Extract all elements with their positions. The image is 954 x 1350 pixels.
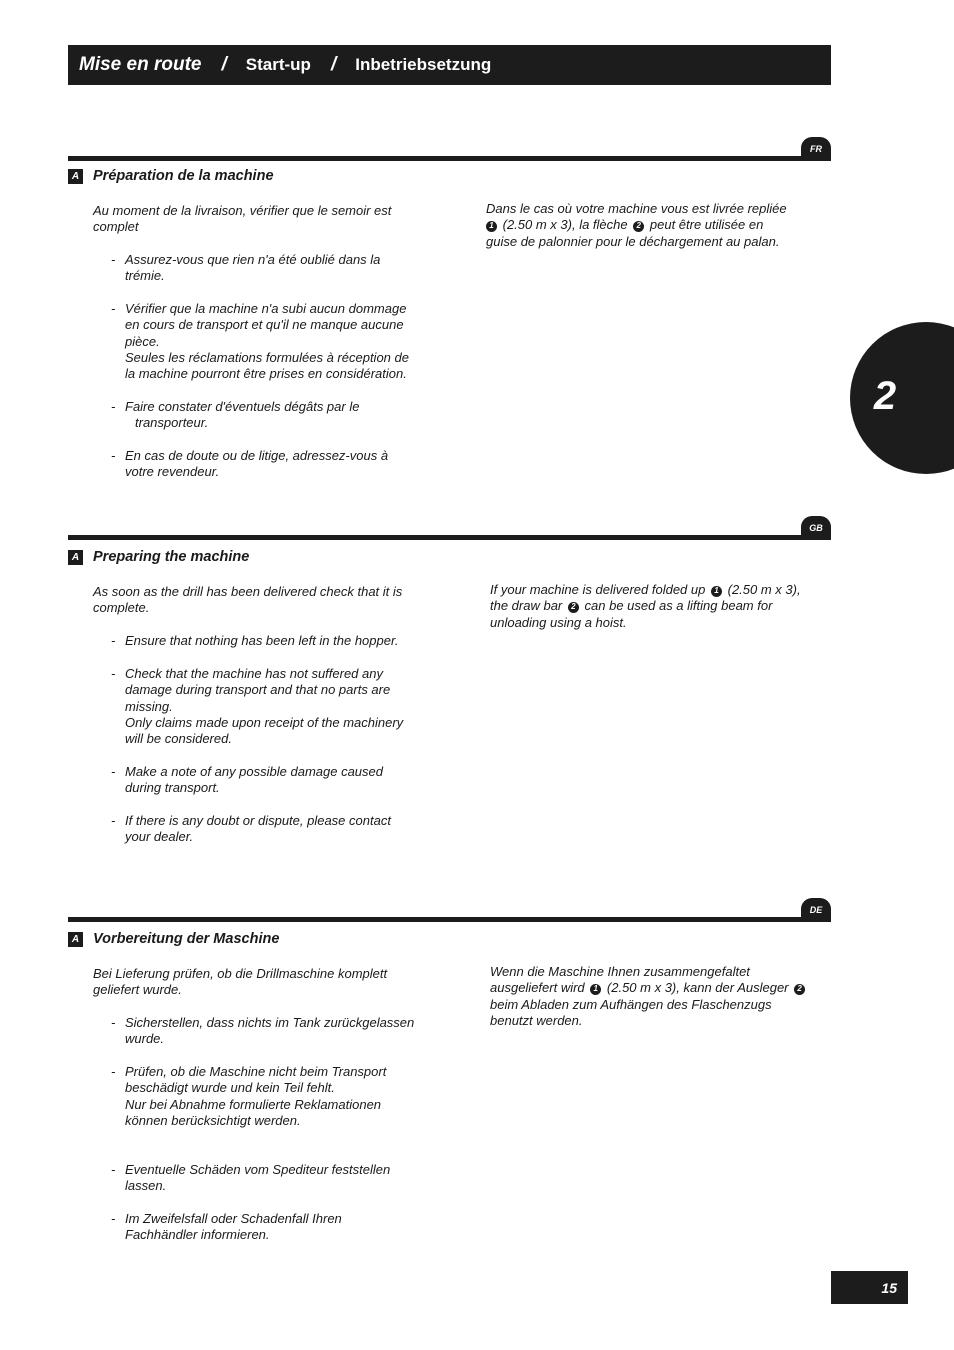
- header-title-en: Start-up: [245, 55, 311, 74]
- page-number: 15: [831, 1271, 908, 1304]
- header-title-fr: Mise en route: [79, 54, 202, 75]
- list-item: - Assurez-vous que rien n'a été oublié dans la trémie.: [111, 252, 421, 285]
- section-rule-fr: [68, 156, 831, 161]
- bullet-line: Faire constater d'éventuels dégâts par le: [125, 399, 360, 414]
- callout-1-icon: 1: [486, 221, 497, 232]
- list-item: - Vérifier que la machine n'a subi aucun dommage en cours de transport et qu'il ne manque aucune pièce. Seules les réclamations formulées à réception de la machine pourront être prises en considération.: [111, 301, 421, 382]
- text-line: 1 (2.50 m x 3), la flèche 2 peut être utilisée en: [486, 217, 826, 233]
- header-bar: [68, 45, 831, 85]
- callout-1-icon: 1: [711, 586, 722, 597]
- list-item: - Prüfen, ob die Maschine nicht beim Transport beschädigt wurde und kein Teil fehlt. Nur bei Abnahme formulierte Reklamationen können berücksichtigt werden.: [111, 1064, 421, 1129]
- bullet-line: Make a note of any possible damage caused: [125, 764, 384, 779]
- section-rule-de: [68, 917, 831, 922]
- bullet-line: during transport.: [125, 780, 220, 796]
- bullet-line: Im Zweifelsfall oder Schadenfall Ihren: [125, 1211, 342, 1226]
- right-text-gb: [490, 582, 830, 631]
- section-marker: A: [68, 169, 83, 184]
- intro-line: complet: [93, 219, 139, 235]
- bullet-line: beschädigt wurde und kein Teil fehlt.: [125, 1080, 335, 1096]
- bullet-line: Assurez-vous que rien n'a été oublié dans la: [125, 252, 381, 267]
- list-item: - Check that the machine has not suffered any damage during transport and that no parts are missing. Only claims made upon receipt of the machinery will be considered.: [111, 666, 421, 747]
- bullet-line: la machine pourront être prises en considération.: [125, 366, 407, 382]
- lang-tab-gb: GB: [801, 516, 831, 538]
- header-title-de: Inbetriebsetzung: [355, 55, 492, 74]
- bullet-line: Seules les réclamations formulées à réception de: [125, 349, 409, 365]
- section-heading-de: [68, 931, 279, 947]
- bullet-line: trémie.: [125, 268, 165, 284]
- section-rule-gb: [68, 535, 831, 540]
- intro-gb: [93, 584, 423, 617]
- chapter-number: 2: [873, 373, 897, 418]
- text-line: guise de palonnier pour le déchargement au palan.: [486, 233, 780, 249]
- callout-2-icon: 2: [794, 984, 805, 995]
- callout-2-icon: 2: [568, 602, 579, 613]
- bullet-line: Vérifier que la machine n'a subi aucun dommage: [125, 301, 407, 316]
- callout-2-icon: 2: [633, 221, 644, 232]
- text-line: Wenn die Maschine Ihnen zusammengefaltet: [490, 964, 750, 979]
- text-line: Dans le cas où votre machine vous est livrée repliée: [486, 201, 787, 216]
- text-line: the draw bar 2 can be used as a lifting beam for: [490, 598, 773, 614]
- section-title-fr: Préparation de la machine: [93, 168, 274, 184]
- lang-tab-fr: FR: [801, 137, 831, 159]
- intro-fr: [93, 203, 423, 236]
- bullet-line: will be considered.: [125, 731, 232, 747]
- bullet-line: Only claims made upon receipt of the machinery: [125, 714, 404, 730]
- bullet-line: votre revendeur.: [125, 464, 220, 480]
- bullet-line: Eventuelle Schäden vom Spediteur feststellen: [125, 1162, 391, 1177]
- bullet-line: Check that the machine has not suffered any: [125, 666, 383, 681]
- bullet-line: missing.: [125, 698, 173, 714]
- list-item: - Ensure that nothing has been left in the hopper.: [111, 633, 421, 649]
- right-text-fr: [486, 201, 826, 250]
- bullet-line: en cours de transport et qu'il ne manque aucune: [125, 317, 404, 333]
- intro-line: geliefert wurde.: [93, 982, 182, 998]
- list-item: - Im Zweifelsfall oder Schadenfall Ihren Fachhändler informieren.: [111, 1211, 421, 1244]
- intro-line: Au moment de la livraison, vérifier que le semoir est: [93, 203, 392, 218]
- section-marker: A: [68, 550, 83, 565]
- lang-tab-de: DE: [801, 898, 831, 920]
- list-item: - Eventuelle Schäden vom Spediteur feststellen lassen.: [111, 1162, 421, 1195]
- text-line: beim Abladen zum Aufhängen des Flaschenzugs: [490, 996, 772, 1012]
- intro-line: complete.: [93, 600, 150, 616]
- list-item: - Make a note of any possible damage caused during transport.: [111, 764, 421, 797]
- callout-1-icon: 1: [590, 984, 601, 995]
- bullet-line: lassen.: [125, 1178, 167, 1194]
- header-separator: /: [221, 54, 227, 75]
- bullet-line: If there is any doubt or dispute, please contact: [125, 813, 391, 828]
- bullet-line: pièce.: [125, 333, 160, 349]
- bullet-line: wurde.: [125, 1031, 165, 1047]
- intro-de: [93, 966, 423, 999]
- list-item: - En cas de doute ou de litige, adressez-vous à votre revendeur.: [111, 448, 421, 481]
- bullet-line: Nur bei Abnahme formulierte Reklamationen: [125, 1096, 382, 1112]
- text-line: If your machine is delivered folded up 1 (2.50 m x 3),: [490, 582, 801, 597]
- text-line: benutzt werden.: [490, 1012, 583, 1028]
- list-item: - Faire constater d'éventuels dégâts par le transporteur.: [111, 399, 421, 432]
- section-marker: A: [68, 932, 83, 947]
- section-heading-fr: [68, 168, 274, 184]
- bullet-line: transporteur.: [135, 415, 209, 431]
- bullet-line: damage during transport and that no parts are: [125, 682, 391, 698]
- text-line: ausgeliefert wird 1 (2.50 m x 3), kann der Ausleger 2: [490, 980, 830, 996]
- bullet-line: können berücksichtigt werden.: [125, 1112, 301, 1128]
- bullet-line: your dealer.: [125, 829, 194, 845]
- bullet-line: En cas de doute ou de litige, adressez-vous à: [125, 448, 389, 463]
- bullet-line: Ensure that nothing has been left in the hopper.: [125, 633, 399, 648]
- bullet-line: Prüfen, ob die Maschine nicht beim Transport: [125, 1064, 387, 1079]
- bullet-line: Sicherstellen, dass nichts im Tank zurückgelassen: [125, 1015, 415, 1030]
- intro-line: As soon as the drill has been delivered check that it is: [93, 584, 403, 599]
- list-item: - Sicherstellen, dass nichts im Tank zurückgelassen wurde.: [111, 1015, 421, 1048]
- header-separator: /: [330, 54, 337, 75]
- section-heading-gb: [68, 549, 249, 565]
- section-title-gb: Preparing the machine: [93, 549, 250, 565]
- list-item: - If there is any doubt or dispute, please contact your dealer.: [111, 813, 421, 846]
- right-text-de: [490, 964, 830, 1029]
- bullet-line: Fachhändler informieren.: [125, 1227, 270, 1243]
- intro-line: Bei Lieferung prüfen, ob die Drillmaschine komplett: [93, 966, 388, 981]
- section-title-de: Vorbereitung der Maschine: [93, 931, 280, 947]
- text-line: unloading using a hoist.: [490, 614, 627, 630]
